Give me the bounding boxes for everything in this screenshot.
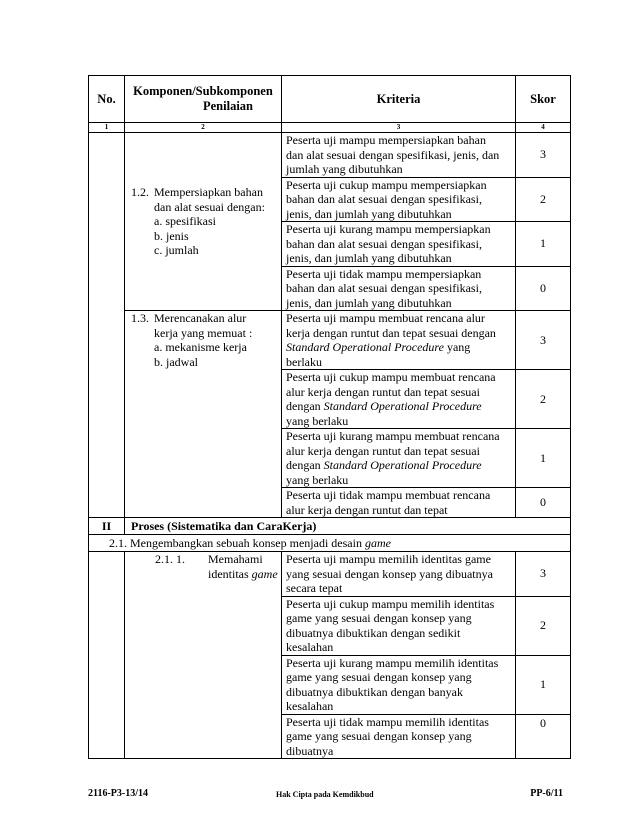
criteria-cell: Peserta uji cukup mampu memilih identitas game yang sesuai dengan konsep yang dibuatnya dibuktikan dengan sedikit kesalahan <box>282 596 516 655</box>
criteria-cell: Peserta uji tidak mampu mempersiapkan bahan dan alat sesuai dengan spesifikasi, jenis, dan jumlah yang dibutuhkan <box>282 266 516 311</box>
score-cell: 2 <box>516 596 571 655</box>
table-row <box>89 133 571 178</box>
list-item: a. spesifikasi <box>154 214 216 229</box>
criteria-cell: Peserta uji kurang mampu mempersiapkan bahan dan alat sesuai dengan spesifikasi, jenis, dan jumlah yang dibutuhkan <box>282 222 516 267</box>
score-cell: 0 <box>516 714 571 759</box>
table-header-row <box>89 76 571 123</box>
column-number: 1 <box>89 123 125 133</box>
section-number: II <box>89 518 125 535</box>
header-skor: Skor <box>516 76 571 123</box>
subsection-row <box>89 535 571 552</box>
component-2-1-1: 2.1. 1. Memahami identitas game <box>125 552 282 759</box>
score-cell: 1 <box>516 655 571 714</box>
subsection-title: 2.1. Mengembangkan sebuah konsep menjadi desain game <box>89 535 571 552</box>
criteria-cell: Peserta uji cukup mampu mempersiapkan bahan dan alat sesuai dengan spesifikasi, jenis, dan jumlah yang dibutuhkan <box>282 177 516 222</box>
criteria-cell: Peserta uji mampu membuat rencana alur kerja dengan runtut dan tepat sesuai dengan Standard Operational Procedure yang berlaku <box>282 311 516 370</box>
criteria-cell: Peserta uji tidak mampu membuat rencana alur kerja dengan runtut dan tepat <box>282 488 516 518</box>
column-number: 3 <box>282 123 516 133</box>
no-cell <box>89 133 125 518</box>
score-cell: 1 <box>516 429 571 488</box>
header-komponen: Komponen/Subkomponen Penilaian <box>125 76 282 123</box>
score-cell: 1 <box>516 222 571 267</box>
score-cell: 3 <box>516 552 571 597</box>
criteria-cell: Peserta uji mampu memilih identitas game yang sesuai dengan konsep yang dibuatnya secara tepat <box>282 552 516 597</box>
column-number-row <box>89 123 571 133</box>
footer-page-number: PP-6/11 <box>530 788 563 799</box>
list-item: b. jenis <box>154 228 189 243</box>
criteria-cell: Peserta uji cukup mampu membuat rencana alur kerja dengan runtut dan tepat sesuai dengan Standard Operational Procedure yang berlaku <box>282 370 516 429</box>
score-cell: 0 <box>516 488 571 518</box>
no-cell <box>89 552 125 759</box>
header-kriteria: Kriteria <box>282 76 516 123</box>
footer-copyright: Hak Cipta pada Kemdikbud <box>276 790 374 799</box>
section-row <box>89 518 571 535</box>
footer-doc-code: 2116-P3-13/14 <box>88 788 148 799</box>
list-item: b. jadwal <box>154 354 198 369</box>
score-cell: 2 <box>516 370 571 429</box>
component-1-3: 1.3. Merencanakan alur kerja yang memuat : a. mekanisme kerja b. jadwal <box>125 311 282 518</box>
section-title: Proses (Sistematika dan CaraKerja) <box>125 518 571 535</box>
component-1-2: 1.2. Mempersiapkan bahan dan alat sesuai dengan: a. spesifikasi b. jenis c. jumlah <box>125 133 282 311</box>
column-number: 4 <box>516 123 571 133</box>
score-cell: 3 <box>516 133 571 178</box>
score-cell: 2 <box>516 177 571 222</box>
assessment-table <box>88 75 571 759</box>
criteria-cell: Peserta uji mampu mempersiapkan bahan dan alat sesuai dengan spesifikasi, jenis, dan jumlah yang dibutuhkan <box>282 133 516 178</box>
table-row <box>89 552 571 597</box>
column-number: 2 <box>125 123 282 133</box>
table-row <box>89 311 571 370</box>
list-item: c. jumlah <box>154 243 199 258</box>
score-cell: 3 <box>516 311 571 370</box>
criteria-cell: Peserta uji kurang mampu membuat rencana alur kerja dengan runtut dan tepat sesuai dengan Standard Operational Procedure yang berlaku <box>282 429 516 488</box>
criteria-cell: Peserta uji tidak mampu memilih identitas game yang sesuai dengan konsep yang dibuatnya <box>282 714 516 759</box>
header-no: No. <box>89 76 125 123</box>
score-cell: 0 <box>516 266 571 311</box>
list-item: a. mekanisme kerja <box>154 340 247 354</box>
criteria-cell: Peserta uji kurang mampu memilih identitas game yang sesuai dengan konsep yang dibuatnya dibuktikan dengan banyak kesalahan <box>282 655 516 714</box>
